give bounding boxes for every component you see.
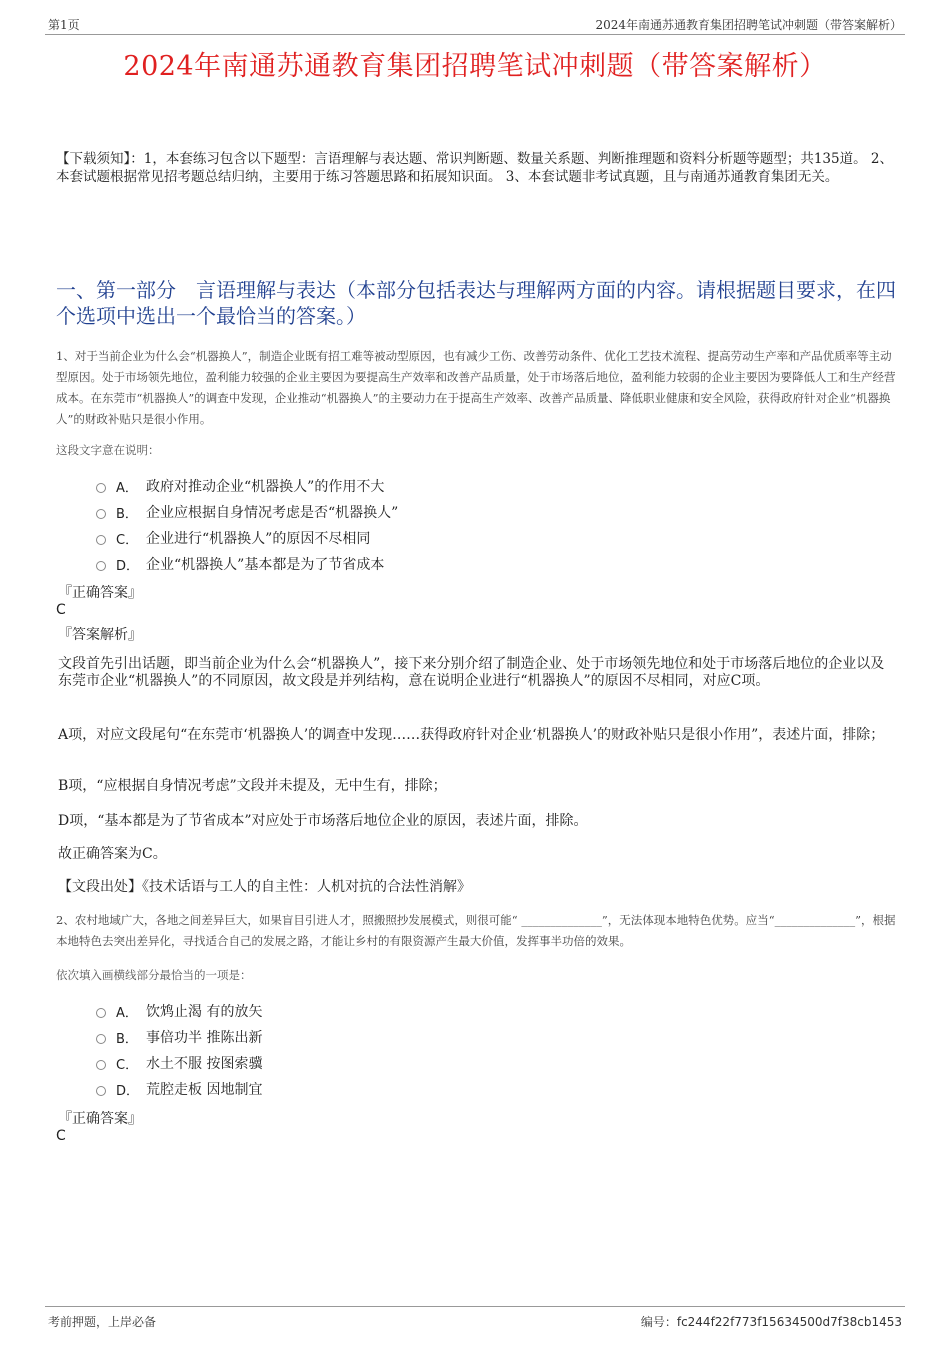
section-heading: 一、第一部分 言语理解与表达（本部分包括表达与理解两方面的内容。请根据题目要求，在四个选项中选出一个最恰当的答案。） bbox=[56, 278, 896, 328]
question-1-text: 1、对于当前企业为什么会“机器换人”，制造企业既有招工难等被动型原因，也有减少工伤、改善劳动条件、优化工艺技术流程、提高劳动生产率和产品优质率等主动型原因。处于市场领先地位，盈利能力较强的企业主要因为要提高生产效率和改善产品质量，处于市场落后地位，盈利能力较弱的企业主要因为要降低人工和生产经营成本。在东莞市“机器换人”的调查中发现，企业推动“机器换人”的主要动力在于提高生产效率、改善产品质量、降低职业健康和安全风险，获得政府针对企业“机器换人”的财政补贴只是很小作用。 bbox=[56, 349, 896, 426]
radio-icon[interactable] bbox=[96, 1008, 106, 1018]
question-2-answer-label: 『正确答案』 bbox=[58, 1111, 142, 1127]
radio-icon[interactable] bbox=[96, 1034, 106, 1044]
analysis-paragraph: D项，“基本都是为了节省成本”对应处于市场落后地位企业的原因，表述片面，排除。 bbox=[58, 813, 588, 829]
option-text: 企业“机器换人”基本都是为了节省成本 bbox=[146, 557, 385, 573]
question-2-option-d[interactable]: D． 荒腔走板 因地制宜 bbox=[96, 1076, 262, 1102]
question-1-prompt: 这段文字意在说明： bbox=[56, 443, 160, 457]
analysis-paragraph: B项，“应根据自身情况考虑”文段并未提及，无中生有，排除； bbox=[58, 778, 447, 794]
option-text: 企业进行“机器换人”的原因不尽相同 bbox=[146, 531, 371, 547]
radio-icon[interactable] bbox=[96, 1086, 106, 1096]
question-1-answer-label: 『正确答案』 bbox=[58, 585, 142, 601]
question-1-option-a[interactable]: A． 政府对推动企业“机器换人”的作用不大 bbox=[96, 473, 398, 499]
radio-icon[interactable] bbox=[96, 1060, 106, 1070]
option-text: 政府对推动企业“机器换人”的作用不大 bbox=[146, 479, 385, 495]
radio-icon[interactable] bbox=[96, 509, 106, 519]
document-title: 2024年南通苏通教育集团招聘笔试冲刺题（带答案解析） bbox=[123, 51, 827, 82]
question-2-answer: C bbox=[56, 1128, 66, 1144]
page-number: 第1页 bbox=[48, 18, 80, 32]
option-text: 企业应根据自身情况考虑是否“机器换人” bbox=[146, 505, 399, 521]
option-text: 水土不服 按图索骥 bbox=[146, 1056, 263, 1072]
question-1-option-d[interactable]: D． 企业“机器换人”基本都是为了节省成本 bbox=[96, 551, 398, 577]
radio-icon[interactable] bbox=[96, 561, 106, 571]
question-2-option-a[interactable]: A． 饮鸩止渴 有的放矢 bbox=[96, 998, 262, 1024]
analysis-paragraph: 故正确答案为C。 bbox=[58, 846, 167, 862]
footer-slogan: 考前押题，上岸必备 bbox=[48, 1315, 157, 1329]
question-2-option-c[interactable]: C． 水土不服 按图索骥 bbox=[96, 1050, 262, 1076]
question-2-options bbox=[96, 998, 262, 1102]
footer-code-label: 编号： bbox=[640, 1315, 677, 1329]
question-2-text: 2、农村地域广大，各地之间差异巨大，如果盲目引进人才，照搬照抄发展模式，则很可能“ ______________”，无法体现本地特色优势。应当“______________”，根据本地特色去突出差异化，寻找适合自己的发展之路，才能让乡村的有限资源产生最大价值，发挥事半功倍的效果。 bbox=[56, 913, 896, 948]
radio-icon[interactable] bbox=[96, 535, 106, 545]
question-1-options bbox=[96, 473, 398, 577]
question-1-answer: C bbox=[56, 602, 66, 618]
page-header bbox=[45, 14, 905, 35]
footer-code-value: fc244f22f773f15634500d7f38cb1453 bbox=[676, 1315, 902, 1329]
question-1-option-b[interactable]: B． 企业应根据自身情况考虑是否“机器换人” bbox=[96, 499, 398, 525]
header-doc-title: 2024年南通苏通教育集团招聘笔试冲刺题（带答案解析） bbox=[595, 18, 902, 32]
option-text: 荒腔走板 因地制宜 bbox=[146, 1082, 263, 1098]
analysis-paragraph: 文段首先引出话题，即当前企业为什么会“机器换人”，接下来分别介绍了制造企业、处于市场领先地位和处于市场落后地位的企业以及东莞市企业“机器换人”的不同原因，故文段是并列结构，意在说明企业进行“机器换人”的原因不尽相同，对应C项。 bbox=[58, 656, 885, 689]
question-2-option-b[interactable]: B． 事倍功半 推陈出新 bbox=[96, 1024, 262, 1050]
footer-code bbox=[641, 1313, 902, 1330]
option-text: 饮鸩止渴 有的放矢 bbox=[146, 1004, 263, 1020]
analysis-paragraph: A项，对应文段尾句“在东莞市‘机器换人’的调查中发现……获得政府针对企业‘机器换人’的财政补贴只是很小作用”，表述片面，排除； bbox=[58, 727, 885, 743]
download-notice: 【下载须知】：1，本套练习包含以下题型：言语理解与表达题、常识判断题、数量关系题、判断推理题和资料分析题等题型；共135道。 2、本套试题根据常见招考题总结归纳，主要用于练习答题思路和拓展知识面。 3、本套试题非考试真题，且与南通苏通教育集团无关。 bbox=[56, 151, 893, 185]
question-1-analysis-label: 『答案解析』 bbox=[58, 627, 142, 643]
option-text: 事倍功半 推陈出新 bbox=[146, 1030, 263, 1046]
question-2-prompt: 依次填入画横线部分最恰当的一项是： bbox=[56, 968, 252, 982]
question-1-option-c[interactable]: C． 企业进行“机器换人”的原因不尽相同 bbox=[96, 525, 398, 551]
source-citation: 【文段出处】《技术话语与工人的自主性：人机对抗的合法性消解》 bbox=[58, 879, 471, 895]
radio-icon[interactable] bbox=[96, 483, 106, 493]
page-footer bbox=[45, 1306, 905, 1327]
